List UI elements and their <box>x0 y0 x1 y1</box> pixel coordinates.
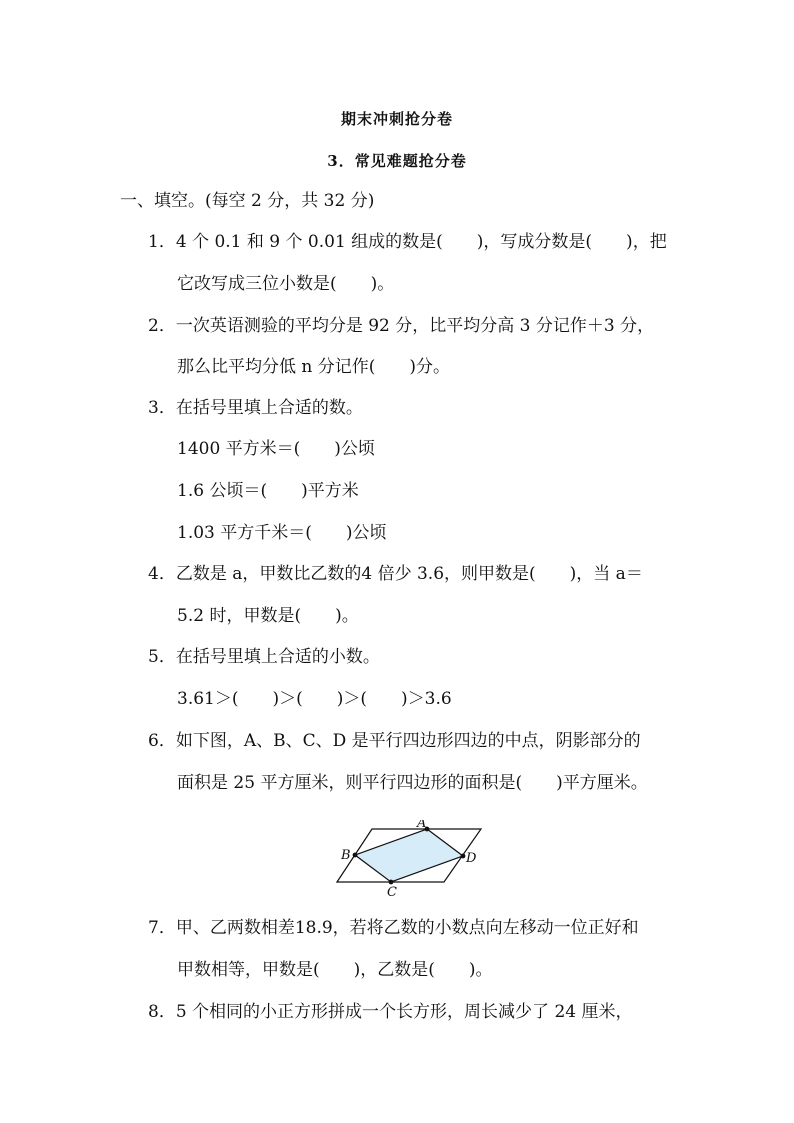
question-5-line-2: 3.61＞( )＞( )＞( )＞3.6 <box>177 689 452 709</box>
question-3-line-1: 3．在括号里填上合适的数。 <box>148 398 363 418</box>
paper-subtitle: 3．常见难题抢分卷 <box>327 152 467 170</box>
question-5-line-1: 5．在括号里填上合适的小数。 <box>148 647 380 667</box>
question-3-line-2: 1400 平方米＝( )公顷 <box>177 439 375 459</box>
point-c <box>389 880 394 885</box>
label-c: C <box>387 885 397 900</box>
question-1-line-1: 1．4 个 0.1 和 9 个 0.01 组成的数是( )，写成分数是( )，把 <box>148 232 667 252</box>
parallelogram-diagram <box>336 820 486 900</box>
question-7-line-2: 甲数相等，甲数是( )，乙数是( )。 <box>177 960 493 980</box>
question-6-line-2: 面积是 25 平方厘米，则平行四边形的面积是( )平方厘米。 <box>177 773 648 793</box>
parallelogram-figure <box>336 820 486 900</box>
shaded-quadrilateral <box>355 829 463 882</box>
point-d <box>461 854 466 859</box>
question-6-line-1: 6．如下图，A、B、C、D 是平行四边形四边的中点，阴影部分的 <box>148 731 641 751</box>
question-3-line-3: 1.6 公顷＝( )平方米 <box>177 481 359 501</box>
label-d: D <box>466 851 477 866</box>
question-1-line-2: 它改写成三位小数是( )。 <box>177 274 395 294</box>
question-2-line-2: 那么比平均分低 n 分记作( )分。 <box>177 357 451 377</box>
question-7-line-1: 7．甲、乙两数相差18.9，若将乙数的小数点向左移动一位正好和 <box>148 918 639 938</box>
point-b <box>353 853 358 858</box>
section-heading: 一、填空。(每空 2 分，共 32 分) <box>120 191 375 211</box>
paper-title: 期末冲刺抢分卷 <box>340 110 453 128</box>
question-4-line-2: 5.2 时，甲数是( )。 <box>177 606 359 626</box>
label-b: B <box>341 848 351 863</box>
question-3-line-4: 1.03 平方千米＝( )公顷 <box>177 523 387 543</box>
question-2-line-1: 2．一次英语测验的平均分是 92 分，比平均分高 3 分记作＋3 分， <box>148 316 655 336</box>
label-a: A <box>417 820 427 831</box>
question-8-line-1: 8．5 个相同的小正方形拼成一个长方形，周长减少了 24 厘米， <box>148 1002 633 1022</box>
question-4-line-1: 4．乙数是 a，甲数比乙数的4 倍少 3.6，则甲数是( )，当 a＝ <box>148 564 643 584</box>
